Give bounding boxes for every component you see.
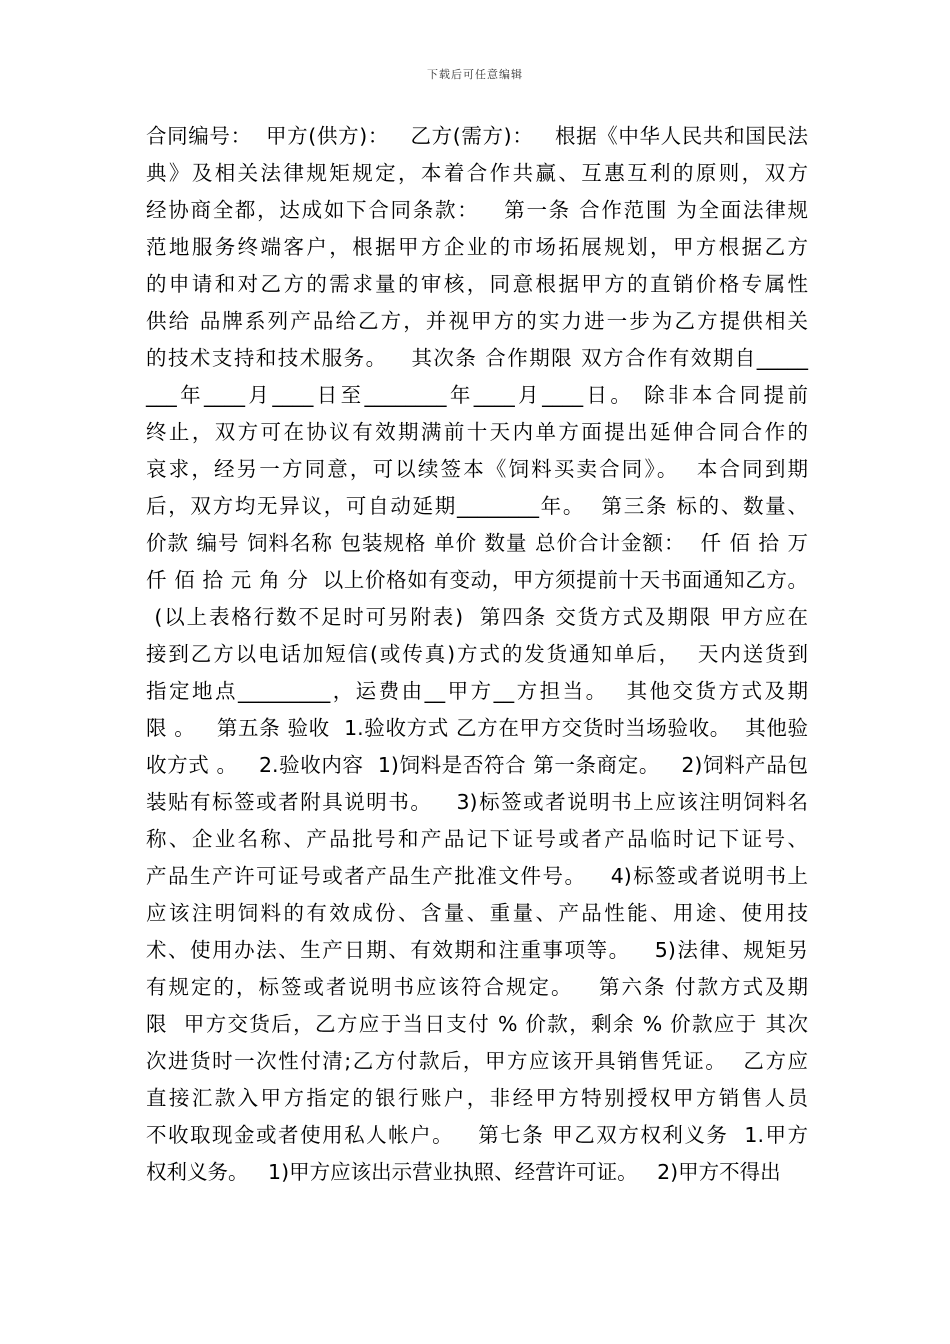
text-line: 权利义务。 1)甲方应该出示营业执照、经营许可证。 2)甲方不得出	[146, 1160, 781, 1184]
text-line: 不收取现金或者使用私人帐户。 第七条 甲乙双方权利义务 1.甲方	[146, 1123, 808, 1147]
text-line: 直接汇款入甲方指定的银行账户，非经甲方特别授权甲方销售人员	[146, 1086, 808, 1110]
text-line: ___年____月____日至________年____月____日。 除非本合同提前	[146, 383, 808, 407]
text-line: 供给 品牌系列产品给乙方，并视甲方的实力进一步为乙方提供相关	[146, 309, 808, 333]
text-line: 合同编号： 甲方(供方)： 乙方(需方)： 根据《中华人民共和国民法	[146, 124, 808, 148]
text-line: 次进货时一次性付清;乙方付款后，甲方应该开具销售凭证。 乙方应	[146, 1049, 808, 1073]
text-line: 应该注明饲料的有效成份、含量、重量、产品性能、用途、使用技	[146, 901, 808, 925]
text-line: 收方式 。 2.验收内容 1)饲料是否符合 第一条商定。 2)饲料产品包	[146, 753, 808, 777]
text-line: 限 甲方交货后，乙方应于当日支付 % 价款，剩余 % 价款应于 其次	[146, 1012, 808, 1036]
text-line: 产品生产许可证号或者产品生产批准文件号。 4)标签或者说明书上	[146, 864, 808, 888]
text-line: 装贴有标签或者附具说明书。 3)标签或者说明书上应该注明饲料名	[146, 790, 808, 814]
text-line: (以上表格行数不足时可另附表) 第四条 交货方式及期限 甲方应在	[146, 605, 808, 629]
text-line: 的申请和对乙方的需求量的审核，同意根据甲方的直销价格专属性	[146, 272, 808, 296]
text-line: 指定地点_________，运费由__甲方__方担当。 其他交货方式及期	[146, 679, 808, 703]
text-line: 终止，双方可在协议有效期满前十天内单方面提出延伸合同合作的	[146, 420, 808, 444]
text-line: 称、企业名称、产品批号和产品记下证号或者产品临时记下证号、	[146, 827, 808, 851]
text-line: 价款 编号 饲料名称 包装规格 单价 数量 总价合计金额： 仟 佰 拾 万	[146, 531, 808, 555]
text-line: 的技术支持和技术服务。 其次条 合作期限 双方合作有效期自_____	[146, 346, 808, 370]
text-line: 接到乙方以电话加短信(或传真)方式的发货通知单后， 天内送货到	[146, 642, 808, 666]
text-line: 术、使用办法、生产日期、有效期和注重事项等。 5)法律、规矩另	[146, 938, 808, 962]
text-line: 范地服务终端客户，根据甲方企业的市场拓展规划，甲方根据乙方	[146, 235, 808, 259]
text-line: 有规定的，标签或者说明书应该符合规定。 第六条 付款方式及期	[146, 975, 808, 999]
contract-body	[146, 118, 808, 1191]
text-line: 仟 佰 拾 元 角 分 以上价格如有变动，甲方须提前十天书面通知乙方。	[146, 568, 808, 592]
text-line: 经协商全都，达成如下合同条款： 第一条 合作范围 为全面法律规	[146, 198, 808, 222]
text-line: 哀求，经另一方同意，可以续签本《饲料买卖合同》。 本合同到期	[146, 457, 808, 481]
text-line: 限 。 第五条 验收 1.验收方式 乙方在甲方交货时当场验收。 其他验	[146, 716, 808, 740]
text-line: 后，双方均无异议，可自动延期________年。 第三条 标的、数量、	[146, 494, 808, 518]
header-note: 下载后可任意编辑	[427, 68, 523, 81]
text-line: 典》及相关法律规矩规定，本着合作共赢、互惠互利的原则，双方	[146, 161, 808, 185]
